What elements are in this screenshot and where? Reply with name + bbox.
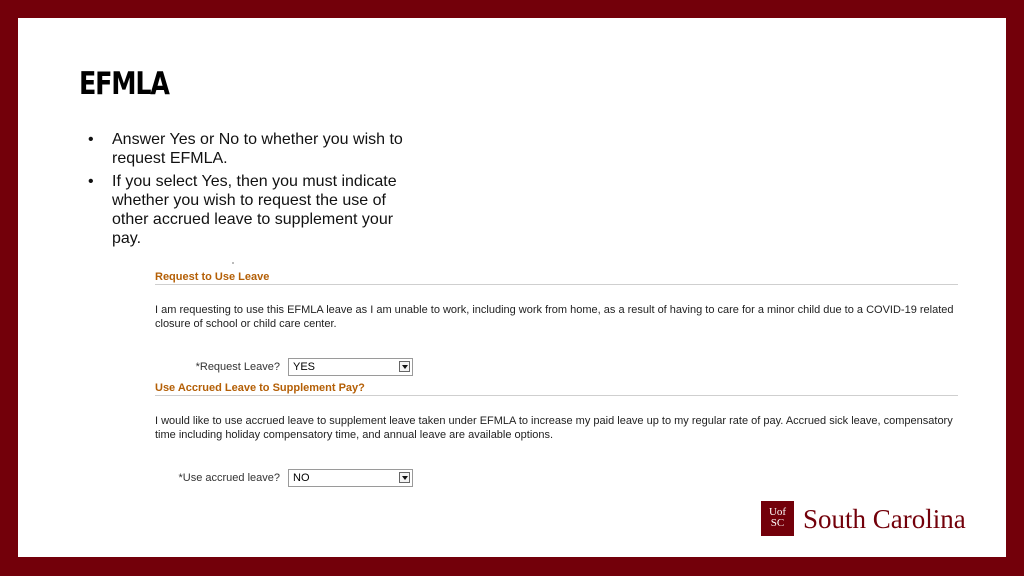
chevron-down-icon[interactable] (399, 472, 410, 483)
request-description: I am requesting to use this EFMLA leave as I am unable to work, including work from home, as a result of having to care for a minor child due to a COVID-19 related closure of school or child care center. (155, 304, 954, 330)
slide-title: EFMLA (79, 66, 169, 102)
bullet-glyph: • (88, 173, 94, 190)
request-leave-value: YES (293, 361, 316, 373)
bullet-item (88, 130, 408, 168)
bullet-text: Answer Yes or No to whether you wish to request EFMLA. (112, 131, 403, 167)
section-divider (155, 284, 958, 285)
section-divider (155, 395, 958, 396)
bullet-item (88, 172, 408, 248)
logo-mark (761, 501, 794, 536)
logo-mark-text: UofSC (768, 506, 787, 529)
bullet-text: If you select Yes, then you must indicate whether you wish to request the use of other accrued leave to supplement your pay. (112, 173, 397, 247)
request-leave-label: *Request Leave? (195, 361, 280, 373)
accrued-description: I would like to use accrued leave to supplement leave taken under EFMLA to increase my paid leave up to my regular rate of pay. Accrued sick leave, compensatory time including holiday compensatory time, and annual leave are available options. (155, 415, 953, 441)
use-accrued-select[interactable] (288, 469, 413, 487)
bullet-list (88, 130, 408, 252)
request-section-title: Request to Use Leave (155, 271, 270, 283)
use-accrued-label: *Use accrued leave? (178, 472, 280, 484)
use-accrued-value: NO (293, 472, 310, 484)
logo-text: South Carolina (803, 504, 966, 534)
request-leave-select[interactable] (288, 358, 413, 376)
bullet-glyph: • (88, 131, 94, 148)
form-screenshot (150, 262, 958, 492)
chevron-down-icon[interactable] (399, 361, 410, 372)
divider-dot (232, 262, 234, 264)
accrued-section-title: Use Accrued Leave to Supplement Pay? (155, 382, 365, 394)
